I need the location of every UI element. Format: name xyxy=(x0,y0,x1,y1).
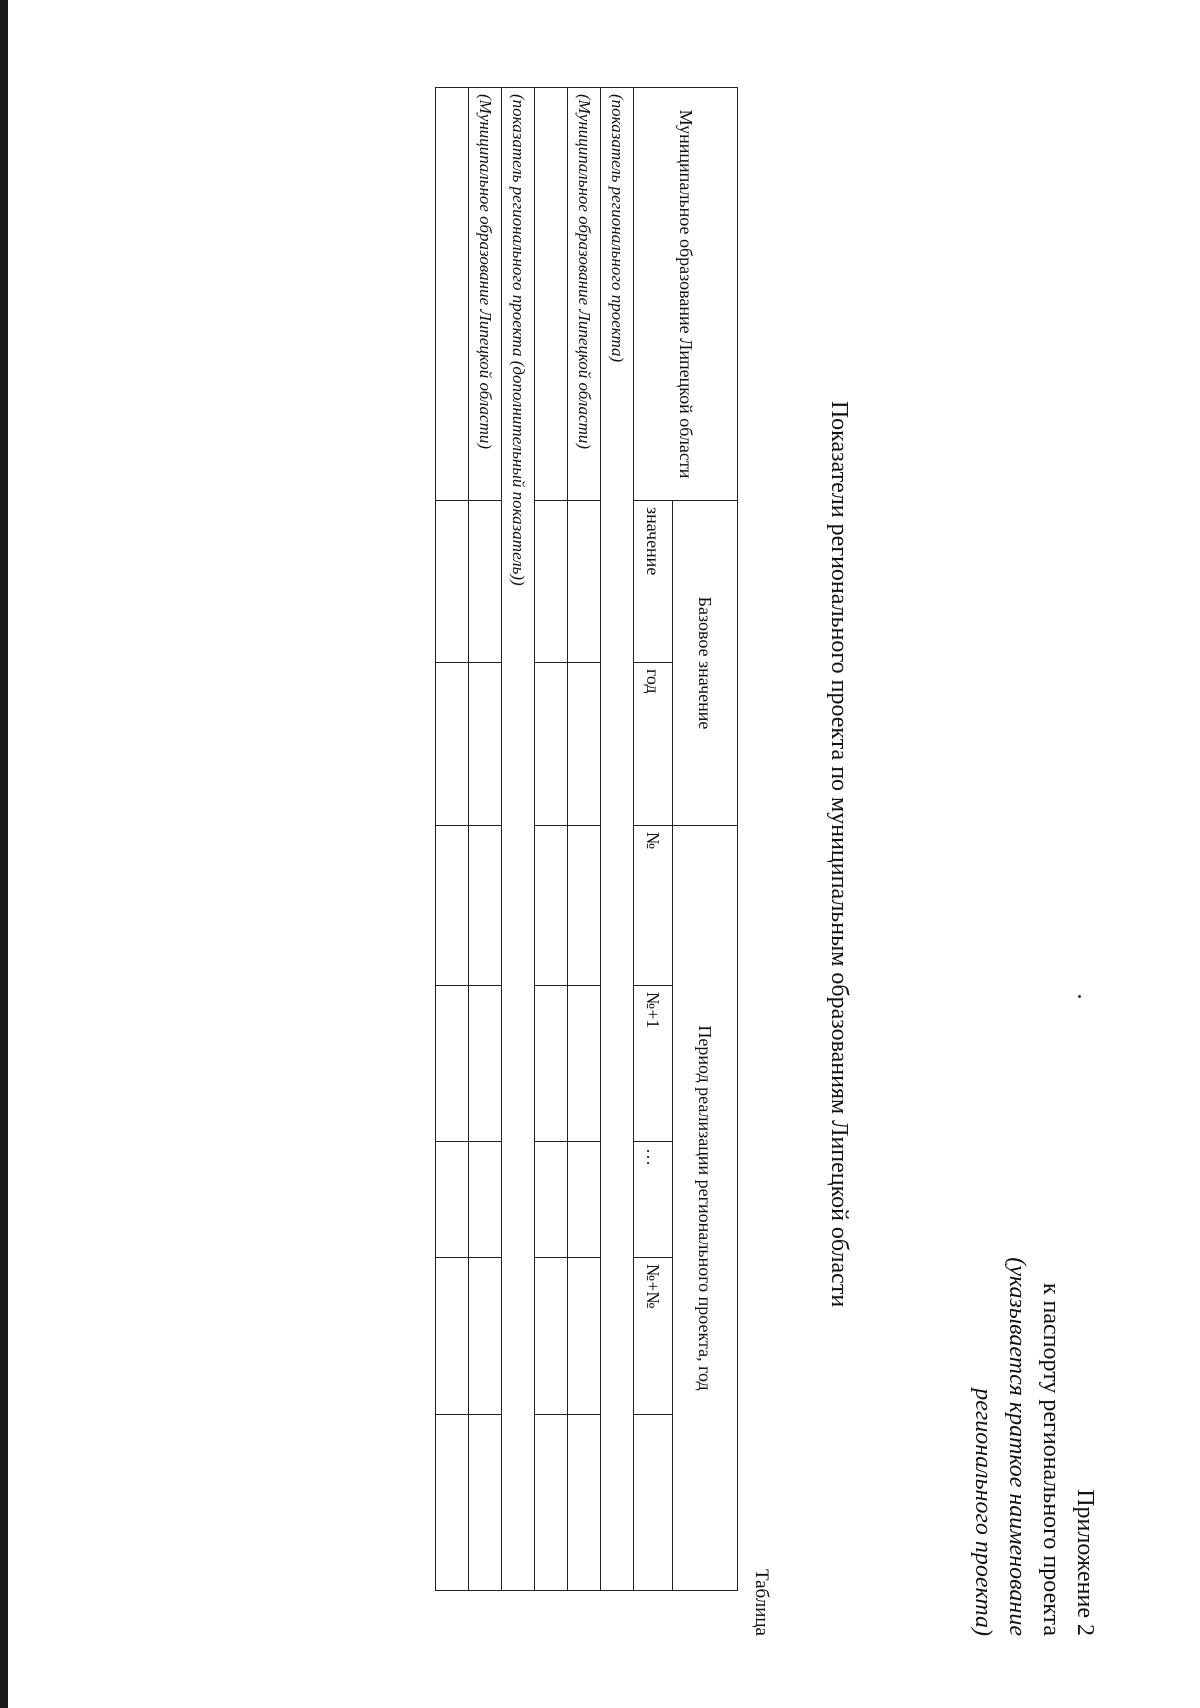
indicators-table xyxy=(435,87,738,1591)
header-period: Период реализации регионального проекта, год xyxy=(673,826,738,1591)
table-cell xyxy=(436,986,469,1142)
appendix-note-2: регионального проекта) xyxy=(970,1388,996,1636)
municipality-label: (Муниципальное образование Липецкой области) xyxy=(469,88,502,501)
table-cell xyxy=(568,826,601,986)
table-cell xyxy=(469,986,502,1142)
table-row xyxy=(502,88,535,1591)
table-cell xyxy=(568,501,601,663)
table-row xyxy=(469,88,502,1591)
table-row xyxy=(601,88,634,1591)
table-cell xyxy=(469,1415,502,1591)
table-cell xyxy=(568,1258,601,1415)
municipality-label xyxy=(535,88,568,501)
table-cell xyxy=(535,986,568,1142)
table-cell xyxy=(535,663,568,826)
document-title: Показатели регионального проекта по муниципальным образованиям Липецкой области xyxy=(826,400,852,1308)
table-cell xyxy=(436,1142,469,1258)
table-row xyxy=(436,88,469,1591)
municipality-label: (Муниципальное образование Липецкой области) xyxy=(568,88,601,501)
table-cell xyxy=(469,1258,502,1415)
table-row xyxy=(535,88,568,1591)
subheader-ellipsis: … xyxy=(634,1142,673,1258)
header-municipality: Муниципальное образование Липецкой области xyxy=(634,88,738,501)
table-cell xyxy=(535,1415,568,1591)
subheader-value: значение xyxy=(634,501,673,663)
appendix-reference: к паспорту регионального проекта xyxy=(1038,1282,1064,1636)
table-cell xyxy=(568,1142,601,1258)
table-cell xyxy=(535,1258,568,1415)
table-cell xyxy=(535,1142,568,1258)
table-cell xyxy=(469,663,502,826)
table-cell xyxy=(469,826,502,986)
table-cell xyxy=(568,1415,601,1591)
table-row xyxy=(568,88,601,1591)
table-header-row xyxy=(673,88,738,1591)
appendix-block xyxy=(966,1257,1102,1636)
appendix-number: Приложение 2 xyxy=(1072,1489,1098,1636)
table-cell xyxy=(469,501,502,663)
appendix-note-1: (указывается краткое наименование xyxy=(1004,1257,1030,1636)
table-cell xyxy=(568,663,601,826)
table-cell xyxy=(535,826,568,986)
indicator-label: (показатель регионального проекта) xyxy=(601,88,634,1591)
table-cell xyxy=(568,986,601,1142)
subheader-year: год xyxy=(634,663,673,826)
table-cell xyxy=(469,1142,502,1258)
table-caption: Таблица xyxy=(751,1568,772,1636)
table-cell xyxy=(436,1258,469,1415)
subheader-n-plus-n: №+№ xyxy=(634,1258,673,1415)
indicator-label: (показатель регионального проекта (дополнительный показатель)) xyxy=(502,88,535,1591)
table-cell xyxy=(535,501,568,663)
subheader-n-plus-1: №+1 xyxy=(634,986,673,1142)
table-cell xyxy=(436,826,469,986)
table-cell xyxy=(436,501,469,663)
table-cell xyxy=(436,1415,469,1591)
table-cell xyxy=(436,663,469,826)
header-base-value: Базовое значение xyxy=(673,501,738,826)
municipality-label xyxy=(436,88,469,501)
subheader-n: № xyxy=(634,826,673,986)
subheader-empty xyxy=(634,1415,673,1591)
